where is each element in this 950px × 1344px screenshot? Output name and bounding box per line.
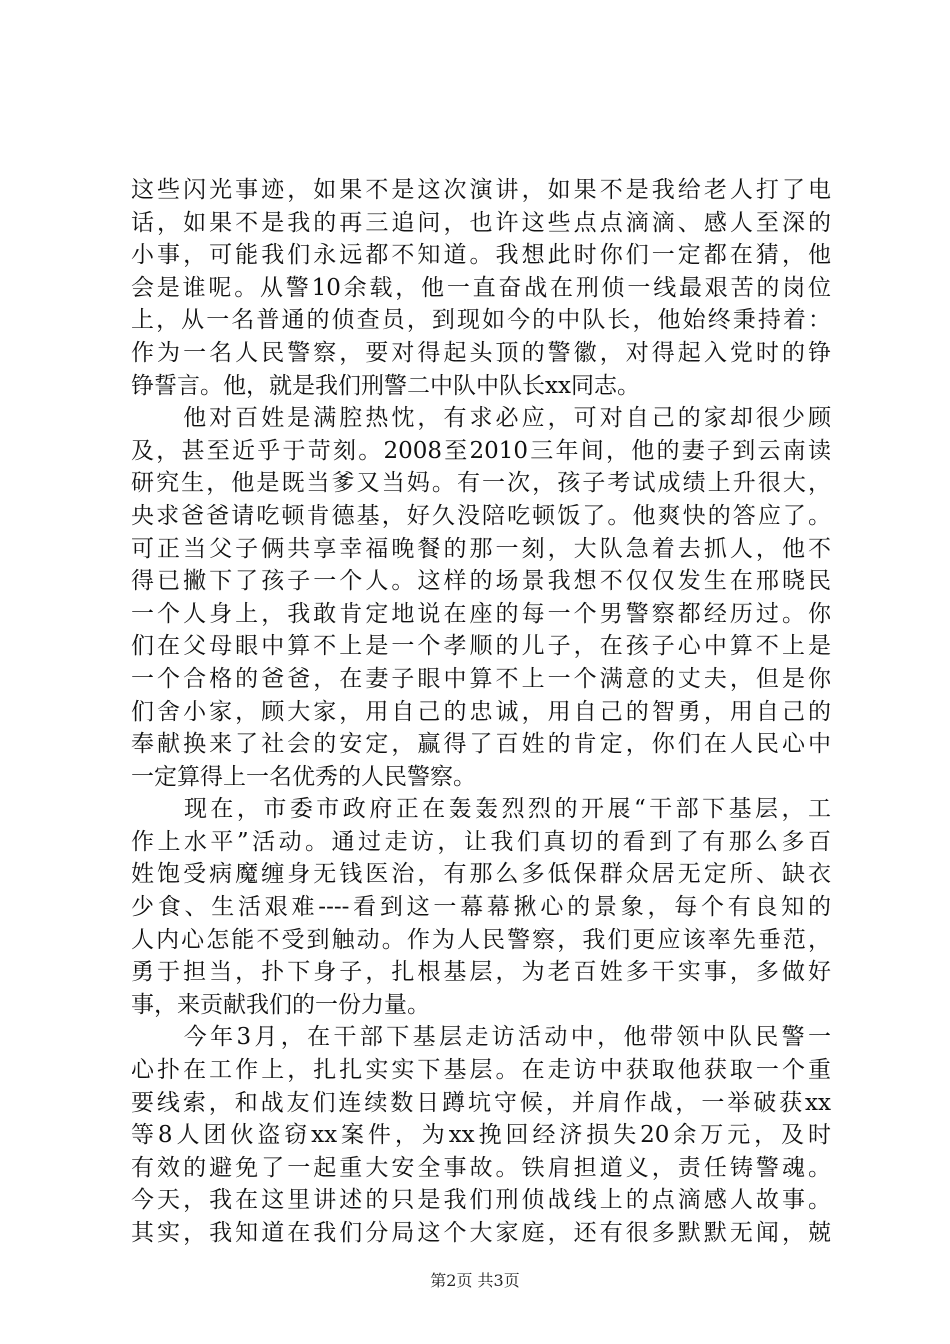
text-line: 其实，我知道在我们分局这个大家庭，还有很多默默无闻，兢 [131, 1220, 831, 1246]
text-line: 作为一名人民警察，要对得起头顶的警徽，对得起入党时的铮 [131, 339, 831, 366]
text-line: 得已撇下了孩子一个人。这样的场景我想不仅仅发生在邢晓民 [131, 568, 831, 595]
text-line: 现在，市委市政府正在轰轰烈烈的开展“干部下基层，工 [131, 796, 831, 823]
text-line: 可正当父子俩共享幸福晚餐的那一刻，大队急着去抓人，他不 [131, 535, 831, 562]
text-line: 作上水平”活动。通过走访，让我们真切的看到了有那么多百 [131, 828, 831, 855]
text-line: 等8人团伙盗窃xx案件，为xx挽回经济损失20余万元，及时 [131, 1122, 831, 1149]
text-line: 们舍小家，顾大家，用自己的忠诚，用自己的智勇，用自己的 [131, 698, 831, 725]
text-line: 有效的避免了一起重大安全事故。铁肩担道义，责任铸警魂。 [131, 1154, 831, 1181]
text-line: 及，甚至近乎于苛刻。2008至2010三年间，他的妻子到云南读 [131, 437, 831, 464]
text-line: 奉献换来了社会的安定，赢得了百姓的肯定，你们在人民心中 [131, 731, 831, 758]
text-line: 人内心怎能不受到触动。作为人民警察，我们更应该率先垂范， [131, 926, 831, 953]
text-line: 一个人身上，我敢肯定地说在座的每一个男警察都经历过。你 [131, 600, 831, 627]
text-line: 一个合格的爸爸，在妻子眼中算不上一个满意的丈夫，但是你 [131, 665, 831, 692]
text-line: 姓饱受病魔缠身无钱医治，有那么多低保群众居无定所、缺衣 [131, 861, 831, 888]
page-number-footer: 第2页 共3页 [430, 1271, 520, 1290]
text-line: 央求爸爸请吃顿肯德基，好久没陪吃顿饭了。他爽快的答应了。 [131, 502, 831, 529]
text-line: 上，从一名普通的侦查员，到现如今的中队长，他始终秉持着： [131, 307, 831, 334]
text-line: 话，如果不是我的再三追问，也许这些点点滴滴、感人至深的 [131, 209, 831, 236]
text-line: 这些闪光事迹，如果不是这次演讲，如果不是我给老人打了电 [131, 177, 831, 203]
text-line: 心扑在工作上，扎扎实实下基层。在走访中获取他获取一个重 [131, 1057, 831, 1084]
text-line: 铮誓言。他，就是我们刑警二中队中队长xx同志。 [131, 372, 640, 399]
text-line: 今年3月，在干部下基层走访活动中，他带领中队民警一 [131, 1024, 831, 1051]
text-line: 小事，可能我们永远都不知道。我想此时你们一定都在猜，他 [131, 242, 831, 269]
text-line: 们在父母眼中算不上是一个孝顺的儿子，在孩子心中算不上是 [131, 633, 831, 660]
text-line: 少食、生活艰难----看到这一幕幕揪心的景象，每个有良知的 [131, 894, 831, 921]
speech-body-text [131, 174, 831, 1250]
text-line: 会是谁呢。从警10余载，他一直奋战在刑侦一线最艰苦的岗位 [131, 274, 831, 301]
text-line: 要线索，和战友们连续数日蹲坑守候，并肩作战，一举破获xx [131, 1089, 831, 1116]
text-line: 事，来贡献我们的一份力量。 [131, 991, 430, 1018]
text-line: 勇于担当，扑下身子，扎根基层，为老百姓多干实事，多做好 [131, 959, 831, 986]
text-line: 他对百姓是满腔热忱，有求必应，可对自己的家却很少顾 [131, 405, 831, 432]
text-line: 研究生，他是既当爹又当妈。有一次，孩子考试成绩上升很大， [131, 470, 831, 497]
text-line: 一定算得上一名优秀的人民警察。 [131, 763, 476, 790]
text-line: 今天，我在这里讲述的只是我们刑侦战线上的点滴感人故事。 [131, 1187, 831, 1214]
